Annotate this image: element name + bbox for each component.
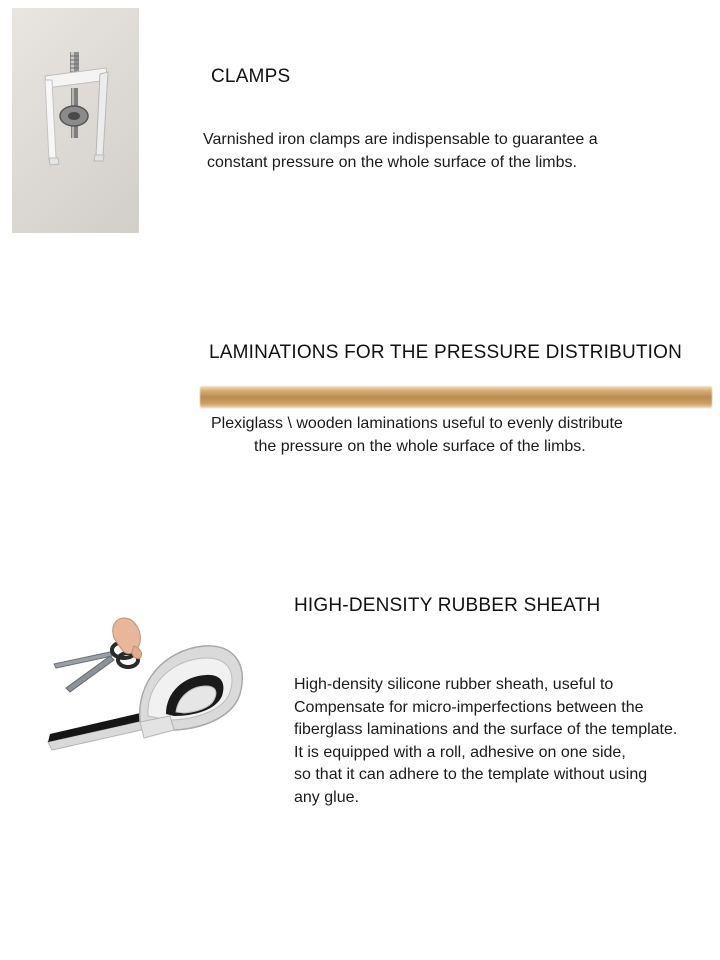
laminations-description-line: the pressure on the whole surface of the limbs. xyxy=(254,438,586,455)
rubber-sheath-description-line: so that it can adhere to the template without using xyxy=(294,766,648,783)
rubber-sheath-description-line: any glue. xyxy=(294,788,359,806)
rubber-sheath-description xyxy=(294,674,677,809)
clamp-illustration xyxy=(12,8,139,233)
clamps-description-line: constant pressure on the whole surface of the limbs. xyxy=(207,154,577,171)
rubber-sheath-description-line: High-density silicone rubber sheath, useful to xyxy=(294,676,614,693)
clamps-title: CLAMPS xyxy=(211,66,291,87)
rubber-roll-illustration xyxy=(44,612,248,760)
clamps-description-line: Varnished iron clamps are indispensable to guarantee a xyxy=(203,131,598,148)
rubber-sheath-description-line: Compensate for micro-imperfections between the xyxy=(294,698,644,716)
rubber-roll-with-scissors-image xyxy=(44,612,248,760)
wooden-lamination-image xyxy=(200,386,712,408)
laminations-title: LAMINATIONS FOR THE PRESSURE DISTRIBUTION xyxy=(209,342,683,363)
clamp-photo xyxy=(12,8,139,233)
rubber-sheath-description-line: It is equipped with a roll, adhesive on one side, xyxy=(294,743,626,761)
laminations-description-line: Plexiglass \ wooden laminations useful to evenly distribute xyxy=(211,415,623,432)
rubber-sheath-title: HIGH-DENSITY RUBBER SHEATH xyxy=(294,595,601,616)
rubber-sheath-description-line: fiberglass laminations and the surface of the template. xyxy=(294,721,678,738)
